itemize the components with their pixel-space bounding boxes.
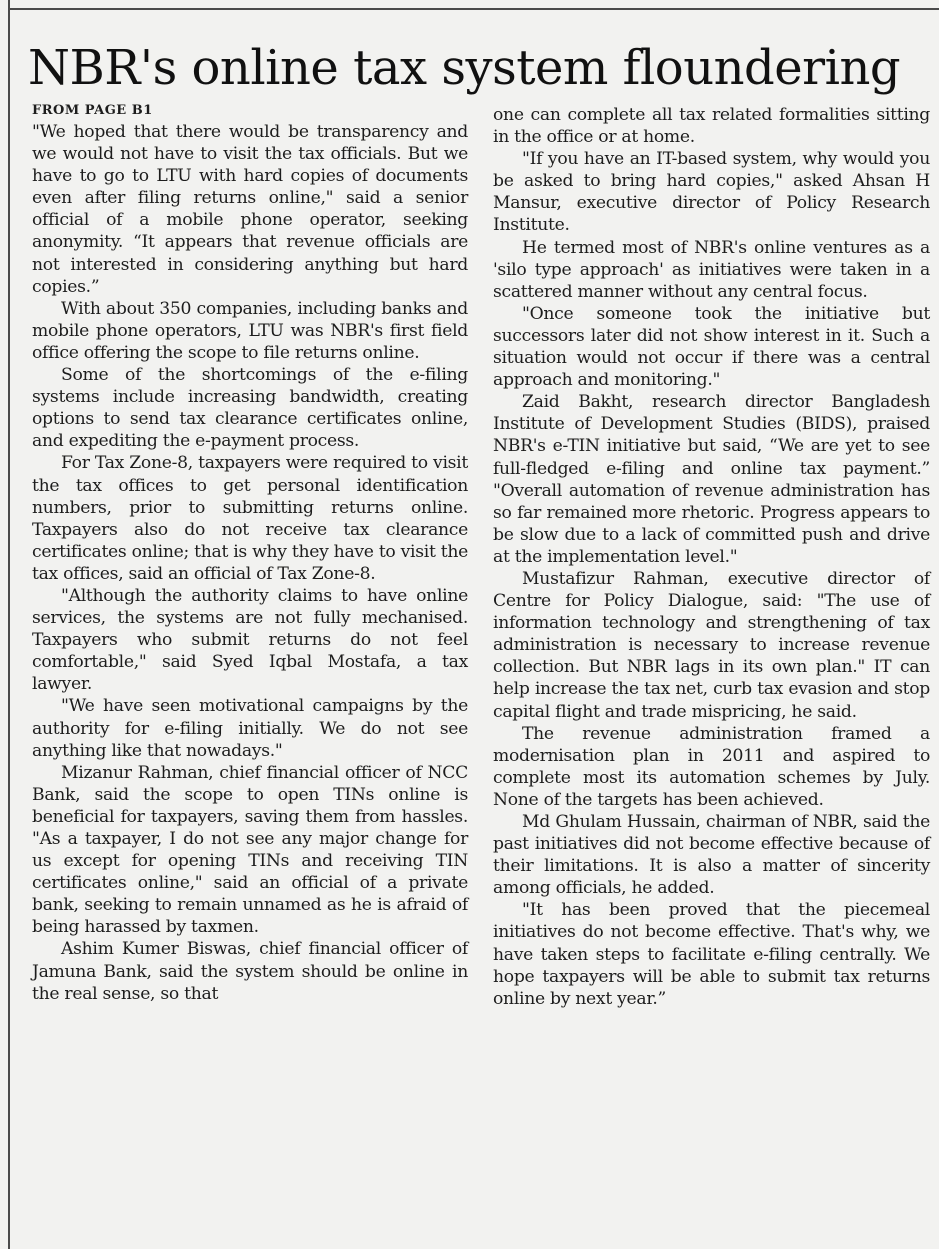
paragraph: one can complete all tax related formalities sitting in the office or at home. bbox=[493, 105, 930, 148]
right-column bbox=[493, 104, 930, 1010]
paragraph: "We have seen motivational campaigns by the authority for e-filing initially. We do not see anything like that nowadays." bbox=[32, 696, 468, 761]
paragraph: "Although the authority claims to have online services, the systems are not fully mechanised. Taxpayers who submit returns do not feel comfortable," said Syed Iqbal Mostafa, a tax lawyer. bbox=[32, 585, 468, 695]
paragraph: Mizanur Rahman, chief financial officer of NCC Bank, said the scope to open TINs online is beneficial for taxpayers, saving them from hassles. "As a taxpayer, I do not see any major change for us except for opening TINs and receiving TIN certificates online," said an official of a private bank, seeking to remain unnamed as he is afraid of being harassed by taxmen. bbox=[32, 762, 468, 938]
paragraph: "If you have an IT-based system, why would you be asked to bring hard copies," asked Ahsan H Mansur, executive director of Policy Research Institute. bbox=[493, 149, 930, 236]
paragraph: Zaid Bakht, research director Bangladesh Institute of Development Studies (BIDS), praised NBR's e-TIN initiative but said, “We are yet to see full-fledged e-filing and online tax payment.” "Overall automation of revenue administration has so far remained more rhetoric. Progress appears to be slow due to a lack of committed push and drive at the implementation level." bbox=[493, 392, 930, 567]
border-top bbox=[8, 8, 939, 10]
kicker: FROM PAGE B1 bbox=[32, 103, 153, 118]
paragraph: "We hoped that there would be transparency and we would not have to visit the tax officials. But we have to go to LTU with hard copies of documents even after filing returns online," said a senior official of a mobile phone operator, seeking anonymity. “It appears that revenue officials are not interested in considering anything but hard copies.” bbox=[32, 122, 468, 297]
headline: NBR's online tax system floundering bbox=[28, 40, 901, 96]
border-left bbox=[8, 0, 10, 1249]
paragraph: Some of the shortcomings of the e-filing systems include increasing bandwidth, creating options to send tax clearance certificates online, and expediting the e-payment process. bbox=[32, 365, 468, 452]
paragraph: Ashim Kumer Biswas, chief financial officer of Jamuna Bank, said the system should be online in the real sense, so that bbox=[32, 939, 468, 1004]
paragraph: Md Ghulam Hussain, chairman of NBR, said the past initiatives did not become effective because of their limitations. It is also a matter of sincerity among officials, he added. bbox=[493, 812, 930, 899]
paragraph: He termed most of NBR's online ventures as a 'silo type approach' as initiatives were taken in a scattered manner without any central focus. bbox=[493, 237, 930, 302]
left-column bbox=[32, 103, 468, 1005]
paragraph: Mustafizur Rahman, executive director of Centre for Policy Dialogue, said: "The use of information technology and strengthening of tax administration is necessary to increase revenue collection. But NBR lags in its own plan." IT can help increase the tax net, curb tax evasion and stop capital flight and trade mispricing, he said. bbox=[493, 568, 930, 722]
paragraph: "Once someone took the initiative but successors later did not show interest in it. Such a situation would not occur if there was a central approach and monitoring." bbox=[493, 303, 930, 391]
paragraph: "It has been proved that the piecemeal initiatives do not become effective. That's why, we have taken steps to facilitate e-filing centrally. We hope taxpayers will be able to submit tax returns online by next year.” bbox=[493, 900, 930, 1009]
paragraph: The revenue administration framed a modernisation plan in 2011 and aspired to complete most its automation schemes by July. None of the targets has been achieved. bbox=[493, 723, 930, 810]
paragraph: With about 350 companies, including banks and mobile phone operators, LTU was NBR's first field office offering the scope to file returns online. bbox=[32, 298, 468, 363]
paragraph: For Tax Zone-8, taxpayers were required to visit the tax offices to get personal identification numbers, prior to submitting returns online. Taxpayers also do not receive tax clearance certificates online; that is why they have to visit the tax offices, said an official of Tax Zone-8. bbox=[32, 453, 468, 584]
